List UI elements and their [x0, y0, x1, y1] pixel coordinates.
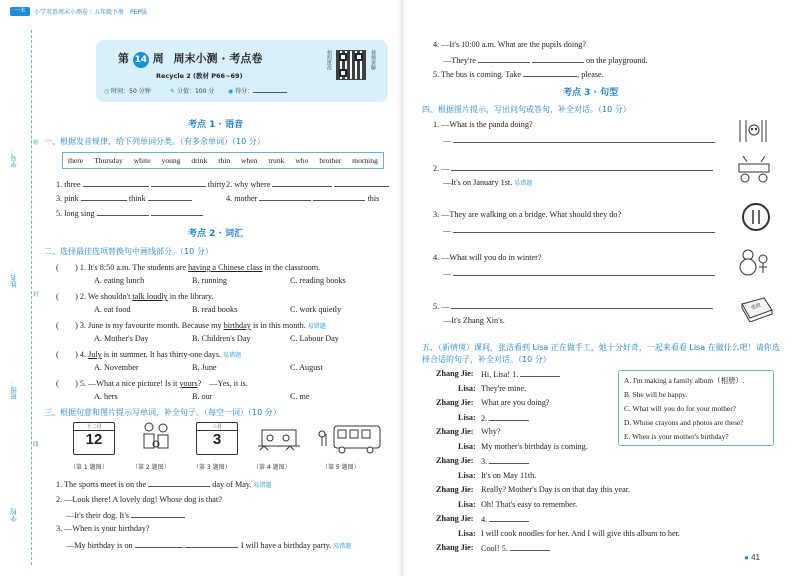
q2-item-4: ( ) 4. July is in summer. It has thirty-one days. 易错题	[56, 350, 242, 359]
qr-label-right: 视频讲解	[370, 50, 376, 70]
answer-blank[interactable]	[532, 55, 584, 63]
answer-blank[interactable]	[151, 208, 203, 216]
q2-option-a[interactable]: A. Mother's Day	[94, 334, 149, 343]
q2-item-5: ( ) 5. —What a nice picture! Is it yours? —Yes, it is.	[56, 379, 248, 388]
q1-title: 一、根据发音规律，给下列单词分类。（有多余单词）（10 分）	[44, 137, 265, 146]
option-item: E. When is your mother's birthday?	[624, 432, 729, 441]
speaker-label: Lisa:	[458, 470, 476, 480]
calendar-picture-3: 三月 3	[196, 422, 238, 455]
page-fold	[397, 0, 407, 576]
word-option: when	[241, 156, 258, 165]
answer-blank[interactable]	[478, 55, 530, 63]
q3-title: 三、根据句意和图片提示写单词，补全句子。（每空一词）（10 分）	[44, 408, 281, 417]
q2-item-2: ( ) 2. We shouldn't talk loudly in the library.	[56, 292, 214, 301]
dialog-line: What are you doing?	[481, 398, 550, 407]
q2-option-b[interactable]: B. our	[192, 392, 213, 401]
sign-picture	[741, 202, 771, 232]
q2-option-c[interactable]: C. reading books	[290, 276, 346, 285]
q2-option-a[interactable]: A. November	[94, 363, 139, 372]
q2-option-a[interactable]: A. eat food	[94, 305, 131, 314]
answer-blank[interactable]	[131, 510, 185, 518]
answer-line[interactable]	[451, 163, 713, 171]
dialog-line: 3.	[481, 456, 529, 466]
side-xuehao: 学号：	[10, 148, 18, 168]
answer-line[interactable]	[453, 268, 715, 276]
speaker-label: Lisa:	[458, 412, 476, 422]
q5-title: 五、（新情境）课间，张洁看到 Lisa 正在做手工，她十分好奇，一起来看看 Lisa 在做什么吧！请你选择合适的句子，补全对话。（10 分）	[422, 343, 780, 364]
answer-blank[interactable]	[83, 179, 149, 187]
q4-item-5: 5. —	[433, 301, 713, 311]
answer-blank[interactable]	[520, 369, 560, 377]
answer-blank[interactable]	[259, 193, 311, 201]
q3-item-2b: —It's their dog. It's	[66, 510, 185, 520]
dialog-line: It's on May 11th.	[481, 470, 537, 480]
binding-line	[31, 30, 32, 565]
pic-caption-1: （第 1 题图）	[70, 464, 108, 471]
answer-line[interactable]	[453, 225, 715, 233]
q3-item-4a: 4. —It's 10:00 a.m. What are the pupils doing?	[433, 40, 586, 49]
answer-line[interactable]	[453, 135, 715, 143]
q2-option-b[interactable]: B. running	[192, 276, 228, 285]
header-badge: 一本	[10, 7, 30, 16]
dialog-line: Why?	[481, 427, 501, 436]
q1-item-5: 5. long sing	[56, 208, 203, 218]
pic-caption-5: （第 5 题图）	[322, 464, 360, 471]
title-banner	[96, 40, 388, 102]
header-series: 小学英语周末小测卷｜五年级下册 PEP版	[34, 9, 148, 16]
speaker-label: Lisa:	[458, 441, 476, 451]
answer-blank[interactable]	[489, 413, 529, 421]
answer-blank[interactable]	[97, 208, 149, 216]
speaker-label: Zhang Jie:	[436, 485, 474, 494]
bus-picture-5	[316, 420, 382, 456]
q4-item-2b: —It's on January 1st. 易错题	[443, 178, 533, 187]
q3-item-1: 1. The sports meet is on the day of May. 易错题	[56, 480, 272, 489]
answer-blank[interactable]	[272, 179, 332, 187]
word-option: white	[133, 156, 151, 165]
qr-label-left: 拍照批改	[326, 50, 332, 70]
book-label: 张欣	[750, 302, 762, 312]
q2-option-c[interactable]: C. Labour Day	[290, 334, 339, 343]
answer-blank[interactable]	[523, 69, 577, 77]
q2-option-a[interactable]: A. hers	[94, 392, 118, 401]
q4-item-1b: —	[443, 135, 715, 145]
calendar-picture-1: 十二月 12	[73, 422, 115, 455]
word-option: who	[295, 156, 309, 165]
book-picture	[738, 296, 774, 322]
q4-item-4: 4. —What will you do in winter?	[433, 253, 542, 262]
word-option: Thursday	[94, 156, 123, 165]
playground-picture-4	[256, 420, 302, 456]
speaker-label: Zhang Jie:	[436, 398, 474, 407]
side-banji: 班级：	[10, 380, 18, 400]
answer-blank[interactable]	[148, 193, 192, 201]
q1-item-3: 3. pink think	[56, 193, 192, 203]
q4-item-3b: —	[443, 225, 715, 235]
q4-item-4b: —	[443, 268, 715, 278]
pic-caption-4: （第 4 题图）	[253, 464, 291, 471]
pic-caption-2: （第 2 题图）	[132, 464, 170, 471]
word-box	[62, 152, 384, 169]
answer-blank[interactable]	[148, 479, 210, 487]
q3-item-3a: 3. —When is your birthday?	[56, 524, 150, 533]
speaker-label: Zhang Jie:	[436, 514, 474, 523]
speaker-label: Zhang Jie:	[436, 369, 474, 378]
answer-blank[interactable]	[489, 514, 529, 522]
option-item: D. Whose crayons and photos are these?	[624, 418, 744, 427]
q4-item-3: 3. —They are walking on a bridge. What should they do?	[433, 210, 622, 219]
week-label: 第 14 周 周末小测 · 考点卷	[118, 50, 262, 68]
q1-item-1: 1. three thirty	[56, 180, 226, 189]
q3-item-4b: —They're on the playground.	[443, 56, 648, 65]
answer-blank[interactable]	[510, 543, 550, 551]
q2-option-b[interactable]: B. June	[192, 363, 217, 372]
option-item: B. She will be happy.	[624, 390, 688, 399]
dialog-line: They're mine.	[481, 383, 527, 393]
section-kd1: 考点 1 · 语音	[188, 120, 244, 130]
side-xuexiao: 学校：	[10, 502, 18, 522]
q4-item-1: 1. —What is the panda doing?	[433, 120, 533, 129]
q3-item-2a: 2. —Look there! A lovely dog! Whose dog is that?	[56, 495, 222, 504]
speaker-label: Lisa:	[458, 528, 476, 538]
section-kd3: 考点 3 · 句型	[563, 88, 619, 98]
dialog-line: My mother's birthday is coming.	[481, 441, 588, 451]
side-mark-xian: 线	[33, 442, 39, 448]
q3-item-5: 5. The bus is coming. Take , please.	[433, 70, 604, 79]
answer-blank[interactable]	[489, 456, 529, 464]
new-year-picture	[735, 152, 773, 186]
q2-option-c[interactable]: C. August	[290, 363, 323, 372]
option-item: C. What will you do for your mother?	[624, 404, 736, 413]
banner-subtitle: Recycle 2 (教材 P66~69)	[156, 72, 243, 80]
answer-blank[interactable]	[135, 540, 183, 548]
q4-title: 四、根据图片提示，写出问句或答句，补全对话。（10 分）	[422, 105, 631, 114]
qr-code[interactable]	[336, 50, 366, 80]
dialog-line: 2.	[481, 413, 529, 423]
banner-score: ✎ 分值：100 分	[170, 88, 215, 95]
answer-blank[interactable]	[185, 540, 237, 548]
week-number: 14	[133, 52, 149, 68]
q3-item-3b: —My birthday is on . I will have a birthday party. 易错题	[66, 541, 352, 550]
dialog-line: Hi, Lisa! 1.	[481, 369, 560, 379]
speaker-label: Lisa:	[458, 383, 476, 393]
q2-option-b[interactable]: B. Children's Day	[192, 334, 251, 343]
word-option: trunk	[268, 156, 285, 165]
q1-item-4: 4. mother this	[226, 194, 380, 203]
q2-option-c[interactable]: C. work quietly	[290, 305, 342, 314]
dialog-line: Really? Mother's Day is on that day this year.	[481, 485, 631, 494]
q2-item-3: ( ) 3. June is my favourite month. Because my birthday is in this month. 易错题	[56, 321, 326, 330]
q2-title: 二、选择最佳选项替换句中画线部分。（10 分）	[44, 247, 213, 256]
q2-option-b[interactable]: B. read books	[192, 305, 238, 314]
dialog-line: 4.	[481, 514, 529, 524]
answer-blank[interactable]	[334, 179, 389, 187]
q1-item-2: 2. why where	[226, 179, 389, 189]
banner-got: ◉ 得分：	[228, 86, 287, 95]
panda-picture	[736, 118, 770, 144]
answer-blank[interactable]	[151, 179, 206, 187]
dialog-line: Oh! That's easy to remember.	[481, 499, 578, 509]
side-xingming: 姓名：	[10, 268, 18, 288]
side-mark-feng: 封	[33, 292, 39, 298]
pic-caption-3: （第 3 题图）	[193, 464, 231, 471]
word-option: thin	[218, 156, 231, 165]
word-option: young	[161, 156, 181, 165]
speaker-label: Lisa:	[458, 499, 476, 509]
speaker-label: Zhang Jie:	[436, 543, 474, 552]
word-option: drink	[191, 156, 208, 165]
word-option: morning	[352, 156, 378, 165]
q4-item-2: 2. —	[433, 163, 713, 173]
q2-item-1: ( ) 1. It's 8:50 a.m. The students are having a Chinese class in the classroom.	[56, 263, 321, 272]
page-number: ● 41	[744, 553, 760, 562]
speaker-label: Zhang Jie:	[436, 427, 474, 436]
family-picture-2	[136, 420, 176, 456]
option-item: A. I'm making a family album（相册）.	[624, 376, 745, 385]
word-option: there	[68, 156, 84, 165]
snowman-picture	[736, 245, 772, 277]
answer-blank[interactable]	[81, 193, 127, 201]
q4-item-5b: —It's Zhang Xin's.	[443, 316, 505, 325]
section-kd2: 考点 2 · 词汇	[188, 229, 244, 239]
q2-option-c[interactable]: C. me	[290, 392, 310, 401]
q2-option-a[interactable]: A. eating lunch	[94, 276, 145, 285]
banner-time: ◷ 时间：50 分钟	[104, 88, 151, 95]
answer-line[interactable]	[451, 301, 713, 309]
dialog-line: Cool! 5.	[481, 543, 550, 553]
dialog-line: I will cook noodles for her. And I will give this album to her.	[481, 528, 680, 538]
answer-blank[interactable]	[313, 193, 365, 201]
banner-title: 周末小测 · 考点卷	[173, 52, 263, 65]
side-mark-mi: 密	[33, 140, 39, 146]
options-box	[618, 370, 774, 446]
word-option: brother	[319, 156, 342, 165]
new-context-tag: （新情境）	[438, 343, 474, 352]
speaker-label: Zhang Jie:	[436, 456, 474, 465]
